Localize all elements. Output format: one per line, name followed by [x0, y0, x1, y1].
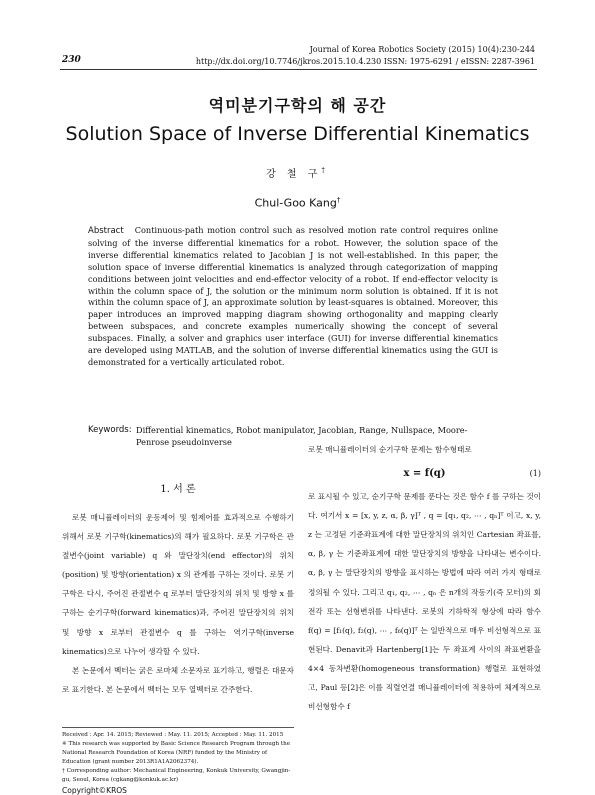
korean-author: [0, 165, 595, 180]
copyright: Copyright©KROS: [62, 786, 127, 795]
equation-number: (1): [529, 469, 541, 479]
funding-note: ※ This research was supported by Basic Science Research Program through the National Research Foundation of Korea (NRF) funded by the Ministry of Education (grant number 2013R1A1A2062374).: [62, 741, 291, 765]
right-paragraph: 로 표시될 수 있고, 순기구학 문제를 푼다는 것은 함수 f 를 구하는 것이다. 여기서 x = [x, y, z, α, β, γ]ᵀ , q = [q₁, q₂, ⋯ , qₙ]ᵀ 이고, x, y, z 는 고정된 기준좌표계에 대한 말단장치의 위치인 Cartesian 좌표를, α, β, γ 는 기준좌표계에 대한 말단장치의 방향을 나타내는 변수이다. α, β, γ 는 말단장치의 방향을 표시하는 방법에 따라 여러 가지 형태로 정의될 수 있다. 그리고 q₁, q₂, ⋯ , qₙ 은 n개의 작동기(즉 모터)의 회전각 또는 선형변위를 나타낸다. 로봇의 기하학적 형상에 따라 함수 f(q) = [f₁(q), f₂(q), ⋯ , f₆(q)]ᵀ 는 일반적으로 매우 비선형적으로 표현된다. Denavit과 Hartenberg[1]는 두 좌표계 사이의 좌표변환을 4×4 동차변환(homogeneous transformation) 행렬로 표현하였고, Paul 등[2]은 이를 직렬연결 매니퓰레이터에 적용하여 체계적으로 비선형함수 f: [308, 492, 541, 712]
english-author-name: Chul-Goo Kang: [254, 196, 337, 210]
abstract: [88, 225, 498, 369]
author-mark: †: [321, 166, 329, 175]
right-intro: 로봇 매니퓰레이터의 순기구학 문제는 함수형태로: [308, 445, 472, 454]
korean-author-name: 강 철 구: [266, 169, 322, 180]
received-dates: Received : Apr. 14. 2015; Reviewed : May. 11. 2015; Accepted : May. 11. 2015: [62, 732, 284, 738]
abstract-label: Abstract: [88, 226, 124, 236]
author-mark: †: [336, 196, 341, 204]
korean-title: 역미분기구학의 해 공간: [208, 96, 387, 115]
header-rule: [60, 69, 537, 70]
section-heading: 1. 서 론: [160, 484, 196, 495]
page-number: 230: [62, 55, 81, 65]
abstract-text: Continuous-path motion control such as resolved motion rate control requires online solving of the inverse differential kinematics for a robot. However, the solution space of the inverse differential kinematics related to Jacobian J is not well-established. In this paper, the solution space of inverse differential kinematics is analyzed through categorization of mapping conditions between joint velocities and end-effector velocity of a robot. If end-effector velocity is within the column space of J, the solution or the minimum norm solution is obtained. If it is not within the column space of J, an approximate solution by least-squares is obtained. Moreover, this paper introduces an improved mapping diagram showing orthogonality and mapping clearly between subspaces, and concrete examples numerically showing the concept of several subspaces. Finally, a solver and graphics user interface (GUI) for inverse differential kinematics are developed using MATLAB, and the solution of inverse differential kinematics using the GUI is demonstrated for a vertically articulated robot.: [88, 225, 498, 367]
intro-paragraph-1: 로봇 매니퓰레이터의 운동제어 및 힘제어를 효과적으로 수행하기 위해서 로봇 기구학(kinematics)의 해가 필요하다. 로봇 기구학은 관절변수(joint variable) q 와 말단장치(end effector)의 위치(position) 및 방향(orientation) x 의 관계를 구하는 것이다. 로봇 기구학은 다시, 주어진 관절변수 q 로부터 말단장치의 위치 및 방향 x 를 구하는 순기구학(forward kinematics)과, 주어진 말단장치의 위치 및 방향 x 로부터 관절변수 q 를 구하는 역기구학(inverse kinematics)으로 나누어 생각할 수 있다.: [62, 513, 294, 656]
intro-paragraph-2: 본 논문에서 벡터는 굵은 로마체 소문자로 표기하고, 행렬은 대문자로 표기한다. 본 논문에서 벡터는 모두 열벡터로 간주한다.: [62, 665, 294, 694]
journal-header: [196, 44, 535, 68]
corresponding-author-note: † Corresponding author: Mechanical Engineering, Konkuk University, Gwangjin-gu, Seoul, Korea (cgkang@konkuk.ac.kr): [62, 768, 291, 783]
footnotes: [62, 727, 294, 785]
english-title: Solution Space of Inverse Differential Kinematics: [65, 123, 530, 145]
right-column: [308, 440, 541, 716]
left-column: [62, 480, 294, 699]
doi-issn: http://dx.doi.org/10.7746/jkros.2015.10.4.230 ISSN: 1975-6291 / eISSN: 2287-3961: [195, 57, 535, 66]
keywords-label: Keywords:: [88, 425, 132, 435]
equation-1: [308, 465, 541, 483]
keywords-text: Differential kinematics, Robot manipulator, Jacobian, Range, Nullspace, Moore-Penrose pseudoinverse: [136, 425, 468, 447]
english-author: [0, 196, 595, 210]
journal-citation: Journal of Korea Robotics Society (2015) 10(4):230-244: [309, 45, 535, 54]
equation-body: x = f(q): [403, 468, 446, 480]
